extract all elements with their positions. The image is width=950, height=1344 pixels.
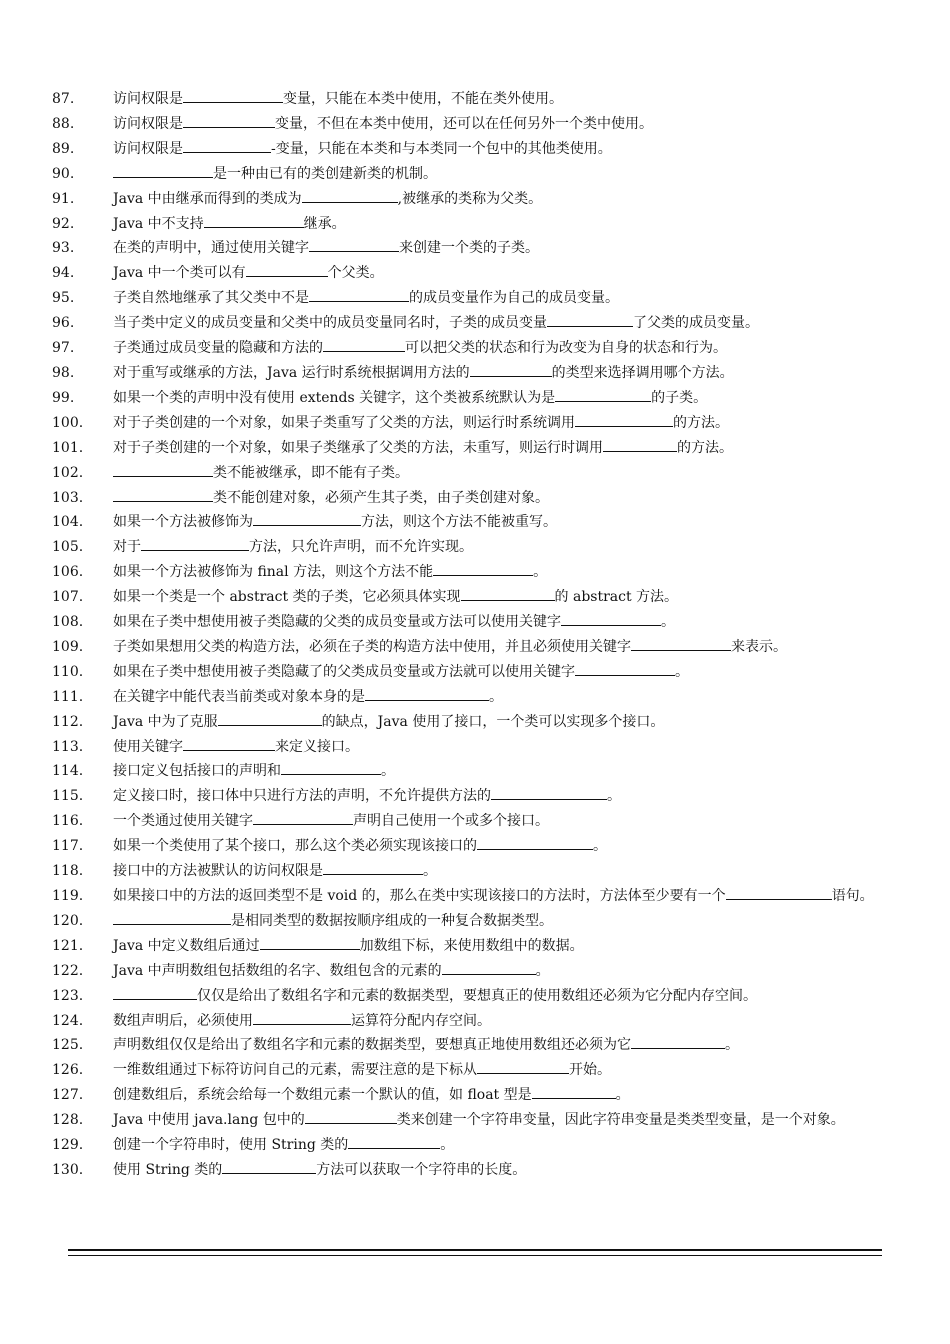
- question-text-segment: 的方法。: [673, 414, 729, 431]
- fill-in-blank: [183, 735, 275, 751]
- question-text-segment: 类不能创建对象，必须产生其子类，由子类创建对象。: [213, 489, 549, 506]
- question-number: 109.: [52, 638, 84, 655]
- fill-in-blank: [365, 685, 489, 701]
- question-item: [52, 162, 902, 187]
- question-text-segment: Java 中定义数组后通过: [113, 937, 260, 954]
- question-text-segment: 来表示。: [731, 638, 787, 655]
- question-text: [113, 361, 902, 386]
- question-item: [52, 311, 902, 336]
- question-text-segment: 运算符分配内存空间。: [351, 1012, 491, 1029]
- question-item: [52, 1158, 902, 1183]
- question-number: 128.: [52, 1112, 84, 1129]
- question-text: [113, 834, 902, 859]
- question-text: [113, 1108, 902, 1133]
- fill-in-blank: [631, 635, 731, 651]
- question-text-segment: 个父类。: [327, 265, 384, 282]
- question-text-segment: 子类如果想用父类的构造方法，必须在子类的构造方法中使用，并且必须使用关键字: [113, 638, 631, 655]
- question-text-segment: 子类通过成员变量的隐藏和方法的: [113, 340, 323, 357]
- question-item: [52, 1083, 902, 1108]
- question-number: 101.: [52, 439, 84, 456]
- fill-in-blank: [141, 535, 249, 551]
- question-text-segment: 继承。: [303, 215, 346, 232]
- question-item: [52, 486, 902, 511]
- question-text-segment: 访问权限是: [113, 115, 183, 132]
- question-text-segment: 如果在子类中想使用被子类隐藏的父类的成员变量或方法可以使用关键字: [113, 614, 561, 631]
- question-item: [52, 386, 902, 411]
- question-number: 94.: [52, 265, 75, 282]
- question-item: [52, 585, 902, 610]
- question-item: [52, 87, 902, 112]
- question-item: [52, 535, 902, 560]
- question-number: 127.: [52, 1087, 84, 1104]
- question-item: [52, 1133, 902, 1158]
- question-number: 111.: [52, 688, 84, 705]
- question-text: [113, 685, 902, 710]
- fill-in-blank: [204, 212, 304, 228]
- question-text-segment: 如果在子类中想使用被子类隐藏了的父类成员变量或方法就可以使用关键字: [113, 663, 575, 680]
- question-item: [52, 959, 902, 984]
- question-text: [113, 535, 902, 560]
- question-text-segment: 方法，只允许声明，而不允许实现。: [249, 539, 473, 556]
- question-text: [113, 859, 902, 884]
- question-text-segment: Java 中一个类可以有: [113, 265, 246, 282]
- question-text-segment: 语句。: [831, 888, 874, 904]
- fill-in-blank: [348, 1133, 440, 1149]
- question-text-segment: 当子类中定义的成员变量和父类中的成员变量同名时，子类的成员变量: [113, 315, 547, 332]
- question-text-segment: 接口中的方法被默认的访问权限是: [113, 863, 323, 880]
- fill-in-blank: [183, 137, 271, 153]
- question-number: 110.: [52, 663, 84, 680]
- question-text: [113, 212, 902, 237]
- question-text-segment: Java 中使用 java.lang 包中的: [113, 1112, 305, 1129]
- question-text: [113, 710, 902, 735]
- question-text-segment: 一个类通过使用关键字: [113, 813, 253, 830]
- question-text: [113, 261, 902, 286]
- question-text-segment: 声明数组仅仅是给出了数组名字和元素的数据类型，要想真正地使用数组还必须为它: [113, 1037, 631, 1054]
- question-text: [113, 909, 902, 934]
- question-text: [113, 735, 902, 760]
- question-text-segment: 使用 String 类的: [113, 1161, 223, 1178]
- question-number: 91.: [52, 190, 75, 207]
- question-number: 126.: [52, 1062, 84, 1079]
- question-number: 104.: [52, 514, 84, 531]
- fill-in-blank: [253, 809, 353, 825]
- question-text-segment: 。: [489, 688, 503, 705]
- question-text-segment: Java 中为了克服: [113, 713, 218, 730]
- question-number: 112.: [52, 713, 84, 730]
- question-text: [113, 1009, 902, 1034]
- question-text-segment: 如果一个方法被修饰为: [113, 514, 253, 531]
- question-number: 119.: [52, 888, 84, 904]
- question-text: [113, 610, 902, 635]
- question-text-segment: 子类自然地继承了其父类中不是: [113, 290, 309, 307]
- question-text-segment: 是相同类型的数据按顺序组成的一种复合数据类型。: [231, 912, 553, 929]
- fill-in-blank: [113, 984, 197, 1000]
- question-text: [113, 436, 902, 461]
- question-text-segment: ,被继承的类称为父类。: [397, 190, 543, 207]
- question-number: 107.: [52, 589, 84, 606]
- question-text: [113, 137, 902, 162]
- question-text-segment: 使用关键字: [113, 738, 183, 755]
- question-item: [52, 859, 902, 884]
- question-text-segment: 是一种由已有的类创建新类的机制。: [213, 165, 437, 182]
- question-item: [52, 1033, 902, 1058]
- question-text: [113, 236, 902, 261]
- question-text-segment: 开始。: [569, 1062, 611, 1079]
- question-number: 115.: [52, 788, 84, 805]
- question-text: [113, 311, 902, 336]
- question-text-segment: 声明自己使用一个或多个接口。: [353, 813, 549, 830]
- question-text-segment: 的子类。: [651, 389, 708, 406]
- question-text: [113, 959, 902, 984]
- question-number: 129.: [52, 1137, 84, 1154]
- fill-in-blank: [260, 934, 360, 950]
- question-number: 123.: [52, 987, 84, 1004]
- question-number: 125.: [52, 1037, 84, 1054]
- question-text-segment: 创建数组后，系统会给每一个数组元素一个默认的值，如 float 型是: [113, 1087, 532, 1104]
- fill-in-blank: [309, 236, 399, 252]
- question-item: [52, 1058, 902, 1083]
- fill-in-blank: [246, 261, 328, 277]
- question-text-segment: 。: [661, 614, 675, 631]
- question-text-segment: 变量，不但在本类中使用，还可以在任何另外一个类中使用。: [275, 115, 653, 132]
- question-text-segment: 。: [593, 838, 607, 855]
- fill-in-blank: [532, 1083, 616, 1099]
- question-number: 118.: [52, 863, 84, 880]
- question-text-segment: 一维数组通过下标符访问自己的元素，需要注意的是下标从: [113, 1062, 477, 1079]
- question-text: [113, 411, 902, 436]
- question-item: [52, 510, 902, 535]
- question-number: 93.: [52, 240, 75, 257]
- question-number: 106.: [52, 564, 84, 581]
- fill-in-blank: [433, 560, 533, 576]
- question-item: [52, 112, 902, 137]
- question-text-segment: 。: [381, 763, 395, 780]
- fill-in-blank: [113, 461, 213, 477]
- question-text: [113, 585, 902, 610]
- question-text: [113, 784, 902, 809]
- fill-in-blank: [442, 959, 536, 975]
- question-item: [52, 909, 902, 934]
- question-text-segment: 。: [725, 1037, 739, 1054]
- question-text-segment: Java 中由继承而得到的类成为: [113, 190, 302, 207]
- fill-in-blank: [491, 784, 607, 800]
- question-text: [113, 187, 902, 212]
- question-item: [52, 984, 902, 1009]
- question-item: [52, 784, 902, 809]
- question-text-segment: 创建一个字符串时，使用 String 类的: [113, 1137, 349, 1154]
- question-number: 117.: [52, 838, 84, 855]
- fill-in-blank: [561, 610, 661, 626]
- question-item: [52, 635, 902, 660]
- fill-in-blank: [323, 336, 405, 352]
- question-text-segment: 数组声明后，必须使用: [113, 1012, 253, 1029]
- question-item: [52, 834, 902, 859]
- question-text-segment: 仅仅是给出了数组名字和元素的数据类型，要想真正的使用数组还必须为它分配内存空间。: [197, 987, 757, 1004]
- fill-in-blank: [183, 112, 275, 128]
- fill-in-blank: [253, 1009, 351, 1025]
- question-text: [113, 759, 902, 784]
- fill-in-blank: [575, 411, 673, 427]
- question-number: 95.: [52, 290, 75, 307]
- fill-in-blank: [302, 187, 398, 203]
- fill-in-blank: [113, 909, 231, 925]
- fill-in-blank: [547, 311, 633, 327]
- question-text: [113, 87, 902, 112]
- question-text-segment: 对于: [113, 539, 141, 556]
- question-item: [52, 261, 902, 286]
- question-text: [113, 486, 902, 511]
- question-text-segment: 如果一个类使用了某个接口，那么这个类必须实现该接口的: [113, 838, 477, 855]
- question-number: 88.: [52, 115, 75, 132]
- question-number: 103.: [52, 489, 84, 506]
- question-text: [113, 112, 902, 137]
- question-text: [113, 635, 902, 660]
- question-text-segment: 访问权限是: [113, 140, 183, 157]
- fill-in-blank: [323, 859, 423, 875]
- question-number: 114.: [52, 763, 84, 780]
- question-text-segment: 可以把父类的状态和行为改变为自身的状态和行为。: [405, 340, 727, 357]
- question-item: [52, 809, 902, 834]
- question-text-segment: 。: [533, 564, 548, 581]
- question-number: 116.: [52, 813, 84, 830]
- question-number: 122.: [52, 962, 84, 979]
- question-text-segment: -变量，只能在本类和与本类同一个包中的其他类使用。: [271, 140, 612, 157]
- question-text: [113, 336, 902, 361]
- question-text-segment: 对于重写或继承的方法，Java 运行时系统根据调用方法的: [113, 364, 470, 381]
- question-item: [52, 735, 902, 760]
- question-item: [52, 610, 902, 635]
- footer-rule-thin: [68, 1255, 882, 1256]
- question-text-segment: 变量，只能在本类中使用，不能在类外使用。: [283, 91, 563, 107]
- question-text: [113, 1058, 902, 1083]
- question-number: 92.: [52, 215, 75, 232]
- question-item: [52, 560, 902, 585]
- fill-in-blank: [726, 884, 832, 900]
- question-text-segment: 的缺点，Java 使用了接口，一个类可以实现多个接口。: [321, 713, 665, 730]
- question-text-segment: Java 中不支持: [113, 215, 204, 232]
- question-item: [52, 1009, 902, 1034]
- question-text: [113, 1033, 902, 1058]
- question-text-segment: 。: [615, 1087, 630, 1104]
- question-number: 130.: [52, 1161, 84, 1178]
- question-number: 120.: [52, 912, 84, 929]
- question-text: [113, 560, 902, 585]
- question-number: 87.: [52, 91, 75, 107]
- question-number: 99.: [52, 389, 75, 406]
- question-number: 124.: [52, 1012, 84, 1029]
- question-text-segment: 如果一个类的声明中没有使用 extends 关键字，这个类被系统默认为是: [113, 389, 556, 406]
- fill-in-blank: [222, 1158, 316, 1174]
- question-text: [113, 984, 902, 1009]
- question-item: [52, 236, 902, 261]
- question-text: [113, 1158, 902, 1183]
- fill-in-blank: [603, 436, 677, 452]
- question-text-segment: 的成员变量作为自己的成员变量。: [409, 290, 619, 307]
- question-item: [52, 212, 902, 237]
- question-text-segment: 定义接口时，接口体中只进行方法的声明，不允许提供方法的: [113, 788, 491, 805]
- question-text-segment: 访问权限是: [113, 91, 183, 107]
- question-text-segment: 。: [535, 962, 550, 979]
- fill-in-blank: [461, 585, 555, 601]
- question-text: [113, 884, 902, 909]
- question-number: 90.: [52, 165, 75, 182]
- question-item: [52, 685, 902, 710]
- question-item: [52, 884, 902, 909]
- fill-in-blank: [305, 1108, 397, 1124]
- question-text: [113, 934, 902, 959]
- question-item: [52, 286, 902, 311]
- question-item: [52, 461, 902, 486]
- question-text: [113, 386, 902, 411]
- question-number: 100.: [52, 414, 84, 431]
- question-text-segment: 的类型来选择调用哪个方法。: [551, 364, 734, 381]
- fill-in-blank: [183, 87, 283, 103]
- question-number: 96.: [52, 315, 75, 332]
- question-number: 105.: [52, 539, 84, 556]
- question-item: [52, 137, 902, 162]
- fill-in-blank: [113, 162, 213, 178]
- fill-in-blank: [281, 759, 381, 775]
- fill-in-blank: [470, 361, 552, 377]
- question-text-segment: 。: [440, 1137, 455, 1154]
- question-number: 113.: [52, 738, 84, 755]
- fill-in-blank: [218, 710, 322, 726]
- question-number: 89.: [52, 140, 75, 157]
- fill-in-blank: [477, 834, 593, 850]
- question-text-segment: 接口定义包括接口的声明和: [113, 763, 281, 780]
- question-text-segment: 如果一个类是一个 abstract 类的子类，它必须具体实现: [113, 589, 461, 606]
- question-text-segment: 来定义接口。: [275, 738, 359, 755]
- question-text: [113, 162, 902, 187]
- question-item: [52, 1108, 902, 1133]
- question-number: 121.: [52, 937, 84, 954]
- question-item: [52, 187, 902, 212]
- fill-in-blank: [309, 286, 409, 302]
- question-text-segment: 在类的声明中，通过使用关键字: [113, 240, 309, 257]
- question-text-segment: 对于子类创建的一个对象，如果子类继承了父类的方法，未重写，则运行时调用: [113, 439, 603, 456]
- question-text: [113, 510, 902, 535]
- fill-in-blank: [631, 1033, 725, 1049]
- question-text-segment: 方法，则这个方法不能被重写。: [361, 514, 557, 531]
- footer-rule-thick: [68, 1249, 882, 1251]
- question-text: [113, 1083, 902, 1108]
- question-text-segment: 方法可以获取一个字符串的长度。: [316, 1161, 527, 1178]
- question-text: [113, 1133, 902, 1158]
- question-item: [52, 759, 902, 784]
- fill-in-blank: [555, 386, 651, 402]
- question-text: [113, 809, 902, 834]
- question-text-segment: 。: [423, 863, 437, 880]
- question-text-segment: Java 中声明数组包括数组的名字、数组包含的元素的: [113, 962, 442, 979]
- question-item: [52, 361, 902, 386]
- question-number: 98.: [52, 364, 75, 381]
- question-text-segment: 如果一个方法被修饰为 final 方法，则这个方法不能: [113, 564, 434, 581]
- question-text-segment: 的方法。: [677, 439, 733, 456]
- question-number: 102.: [52, 464, 84, 481]
- question-text-segment: 如果接口中的方法的返回类型不是 void 的，那么在类中实现该接口的方法时，方法体至少要有一个: [113, 888, 726, 904]
- question-list: [52, 87, 902, 1183]
- question-text-segment: 加数组下标，来使用数组中的数据。: [359, 937, 584, 954]
- fill-in-blank: [575, 660, 675, 676]
- question-text-segment: 的 abstract 方法。: [554, 589, 679, 606]
- question-text-segment: 了父类的成员变量。: [633, 315, 759, 332]
- question-text: [113, 660, 902, 685]
- question-text-segment: 。: [607, 788, 621, 805]
- question-text-segment: 类来创建一个字符串变量，因此字符串变量是类类型变量，是一个对象。: [396, 1112, 845, 1129]
- question-item: [52, 336, 902, 361]
- question-text: [113, 461, 902, 486]
- question-text-segment: 在关键字中能代表当前类或对象本身的是: [113, 688, 365, 705]
- question-text-segment: 来创建一个类的子类。: [399, 240, 539, 257]
- fill-in-blank: [477, 1058, 569, 1074]
- fill-in-blank: [253, 510, 361, 526]
- question-item: [52, 411, 902, 436]
- question-item: [52, 660, 902, 685]
- question-item: [52, 934, 902, 959]
- fill-in-blank: [113, 486, 213, 502]
- question-item: [52, 436, 902, 461]
- question-item: [52, 710, 902, 735]
- question-text-segment: 类不能被继承，即不能有子类。: [213, 464, 409, 481]
- question-text-segment: 对于子类创建的一个对象，如果子类重写了父类的方法，则运行时系统调用: [113, 414, 575, 431]
- question-text: [113, 286, 902, 311]
- question-number: 97.: [52, 340, 75, 357]
- question-text-segment: 。: [675, 663, 689, 680]
- question-number: 108.: [52, 614, 84, 631]
